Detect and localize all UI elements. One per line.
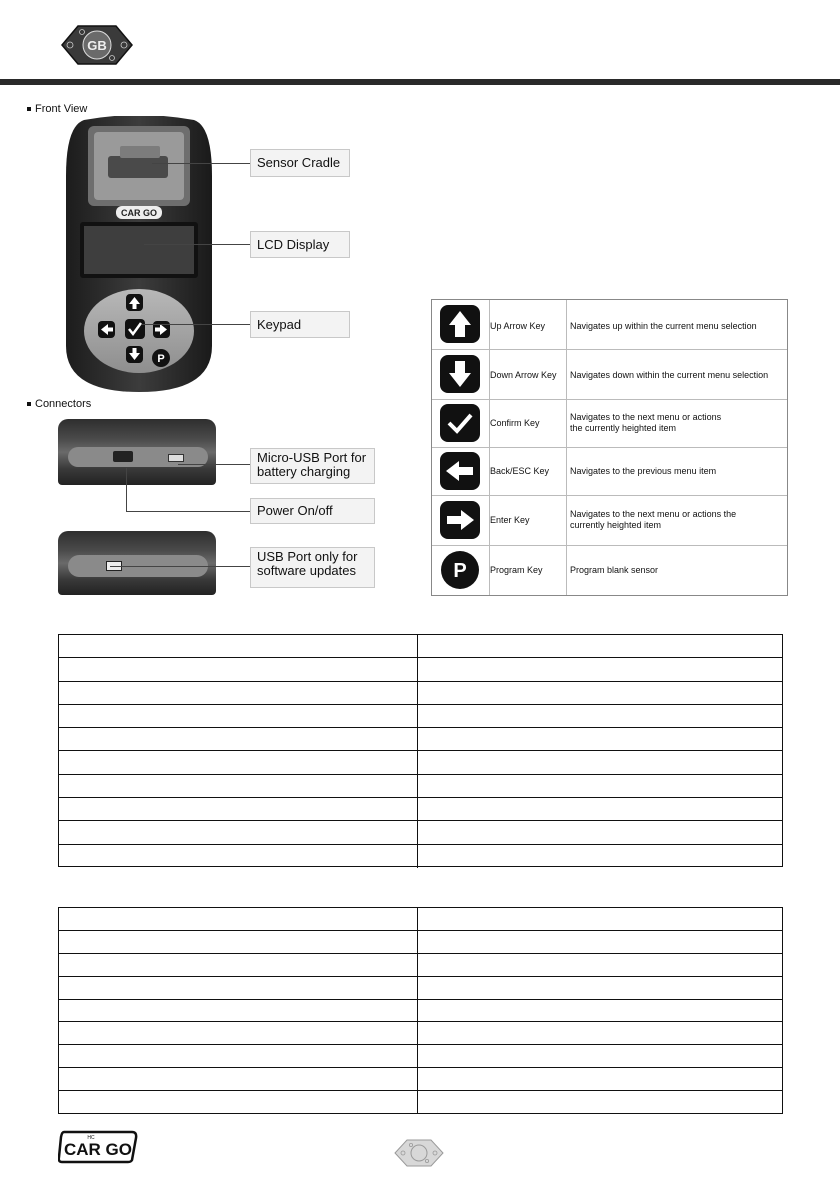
usb-only-leader [110, 566, 250, 567]
key-row [432, 495, 787, 546]
key-description: Navigates to the next menu or actions the currently heighted item [570, 509, 737, 530]
table-row [59, 1068, 782, 1091]
table-row [59, 775, 782, 798]
table-row [59, 751, 782, 774]
table-row [59, 931, 782, 954]
tpms-tool-device-image [64, 116, 214, 394]
lcd-leader [144, 244, 250, 245]
gb-logo [58, 22, 136, 68]
header-rule [0, 79, 840, 85]
key-description: Program blank sensor [570, 565, 659, 575]
table-row [59, 821, 782, 844]
sensor-cradle-callout: Sensor Cradle [250, 149, 350, 177]
key-function-table [431, 299, 788, 596]
key-name: Program Key [490, 565, 543, 575]
key-row [432, 399, 787, 448]
keypad-callout: Keypad [250, 311, 350, 338]
down-arrow-icon [436, 354, 484, 394]
key-row [432, 349, 787, 400]
table-row [59, 908, 782, 931]
svg-text:GB: GB [87, 38, 107, 53]
lcd-display-callout: LCD Display [250, 231, 350, 258]
table-row [59, 1091, 782, 1114]
svg-text:HC: HC [87, 1135, 95, 1141]
table-row [59, 845, 782, 868]
key-name: Up Arrow Key [490, 321, 546, 331]
footer-badge-icon [393, 1138, 445, 1168]
left-arrow-icon [436, 451, 484, 491]
key-row [432, 447, 787, 496]
micro-usb-leader [178, 464, 250, 465]
key-name: Confirm Key [490, 418, 540, 428]
key-row [432, 300, 787, 350]
up-arrow-icon [436, 304, 484, 344]
power-leader [126, 511, 250, 512]
cargo-logo [58, 1130, 138, 1164]
checkmark-icon [436, 403, 484, 443]
program-p-icon [436, 550, 484, 590]
table-row [59, 1045, 782, 1068]
empty-table-2 [58, 907, 783, 1114]
cradle-leader [152, 163, 250, 164]
table-row [59, 798, 782, 821]
table-row [59, 728, 782, 751]
svg-text:P: P [453, 560, 467, 582]
front-view-label: Front View [27, 103, 87, 115]
table-row [59, 977, 782, 1000]
key-name: Back/ESC Key [490, 466, 550, 476]
connectors-label: Connectors [27, 398, 91, 410]
key-row [432, 545, 787, 595]
micro-usb-callout: Micro-USB Port for battery charging [250, 448, 375, 484]
key-description: Navigates up within the current menu selection [570, 321, 757, 331]
key-name: Enter Key [490, 515, 530, 525]
table-row [59, 1022, 782, 1045]
keypad-leader [142, 324, 250, 325]
table-row [59, 635, 782, 658]
key-name: Down Arrow Key [490, 370, 557, 380]
table-row [59, 705, 782, 728]
bottom-connector-photo [58, 419, 216, 485]
table-row [59, 682, 782, 705]
svg-text:CAR GO: CAR GO [64, 1140, 132, 1159]
usb-only-callout: USB Port only for software updates [250, 547, 375, 588]
table-row [59, 954, 782, 977]
right-arrow-icon [436, 500, 484, 540]
top-connector-photo [58, 531, 216, 595]
table-row [59, 658, 782, 681]
svg-text:CAR GO: CAR GO [121, 208, 157, 218]
power-callout: Power On/off [250, 498, 375, 524]
key-description: Navigates to the previous menu item [570, 466, 717, 476]
svg-text:P: P [157, 353, 165, 365]
key-description: Navigates down within the current menu selection [570, 370, 769, 380]
key-description: Navigates to the next menu or actions the currently heighted item [570, 412, 722, 433]
power-leader-vertical [126, 468, 127, 511]
empty-table-1 [58, 634, 783, 867]
table-row [59, 1000, 782, 1023]
